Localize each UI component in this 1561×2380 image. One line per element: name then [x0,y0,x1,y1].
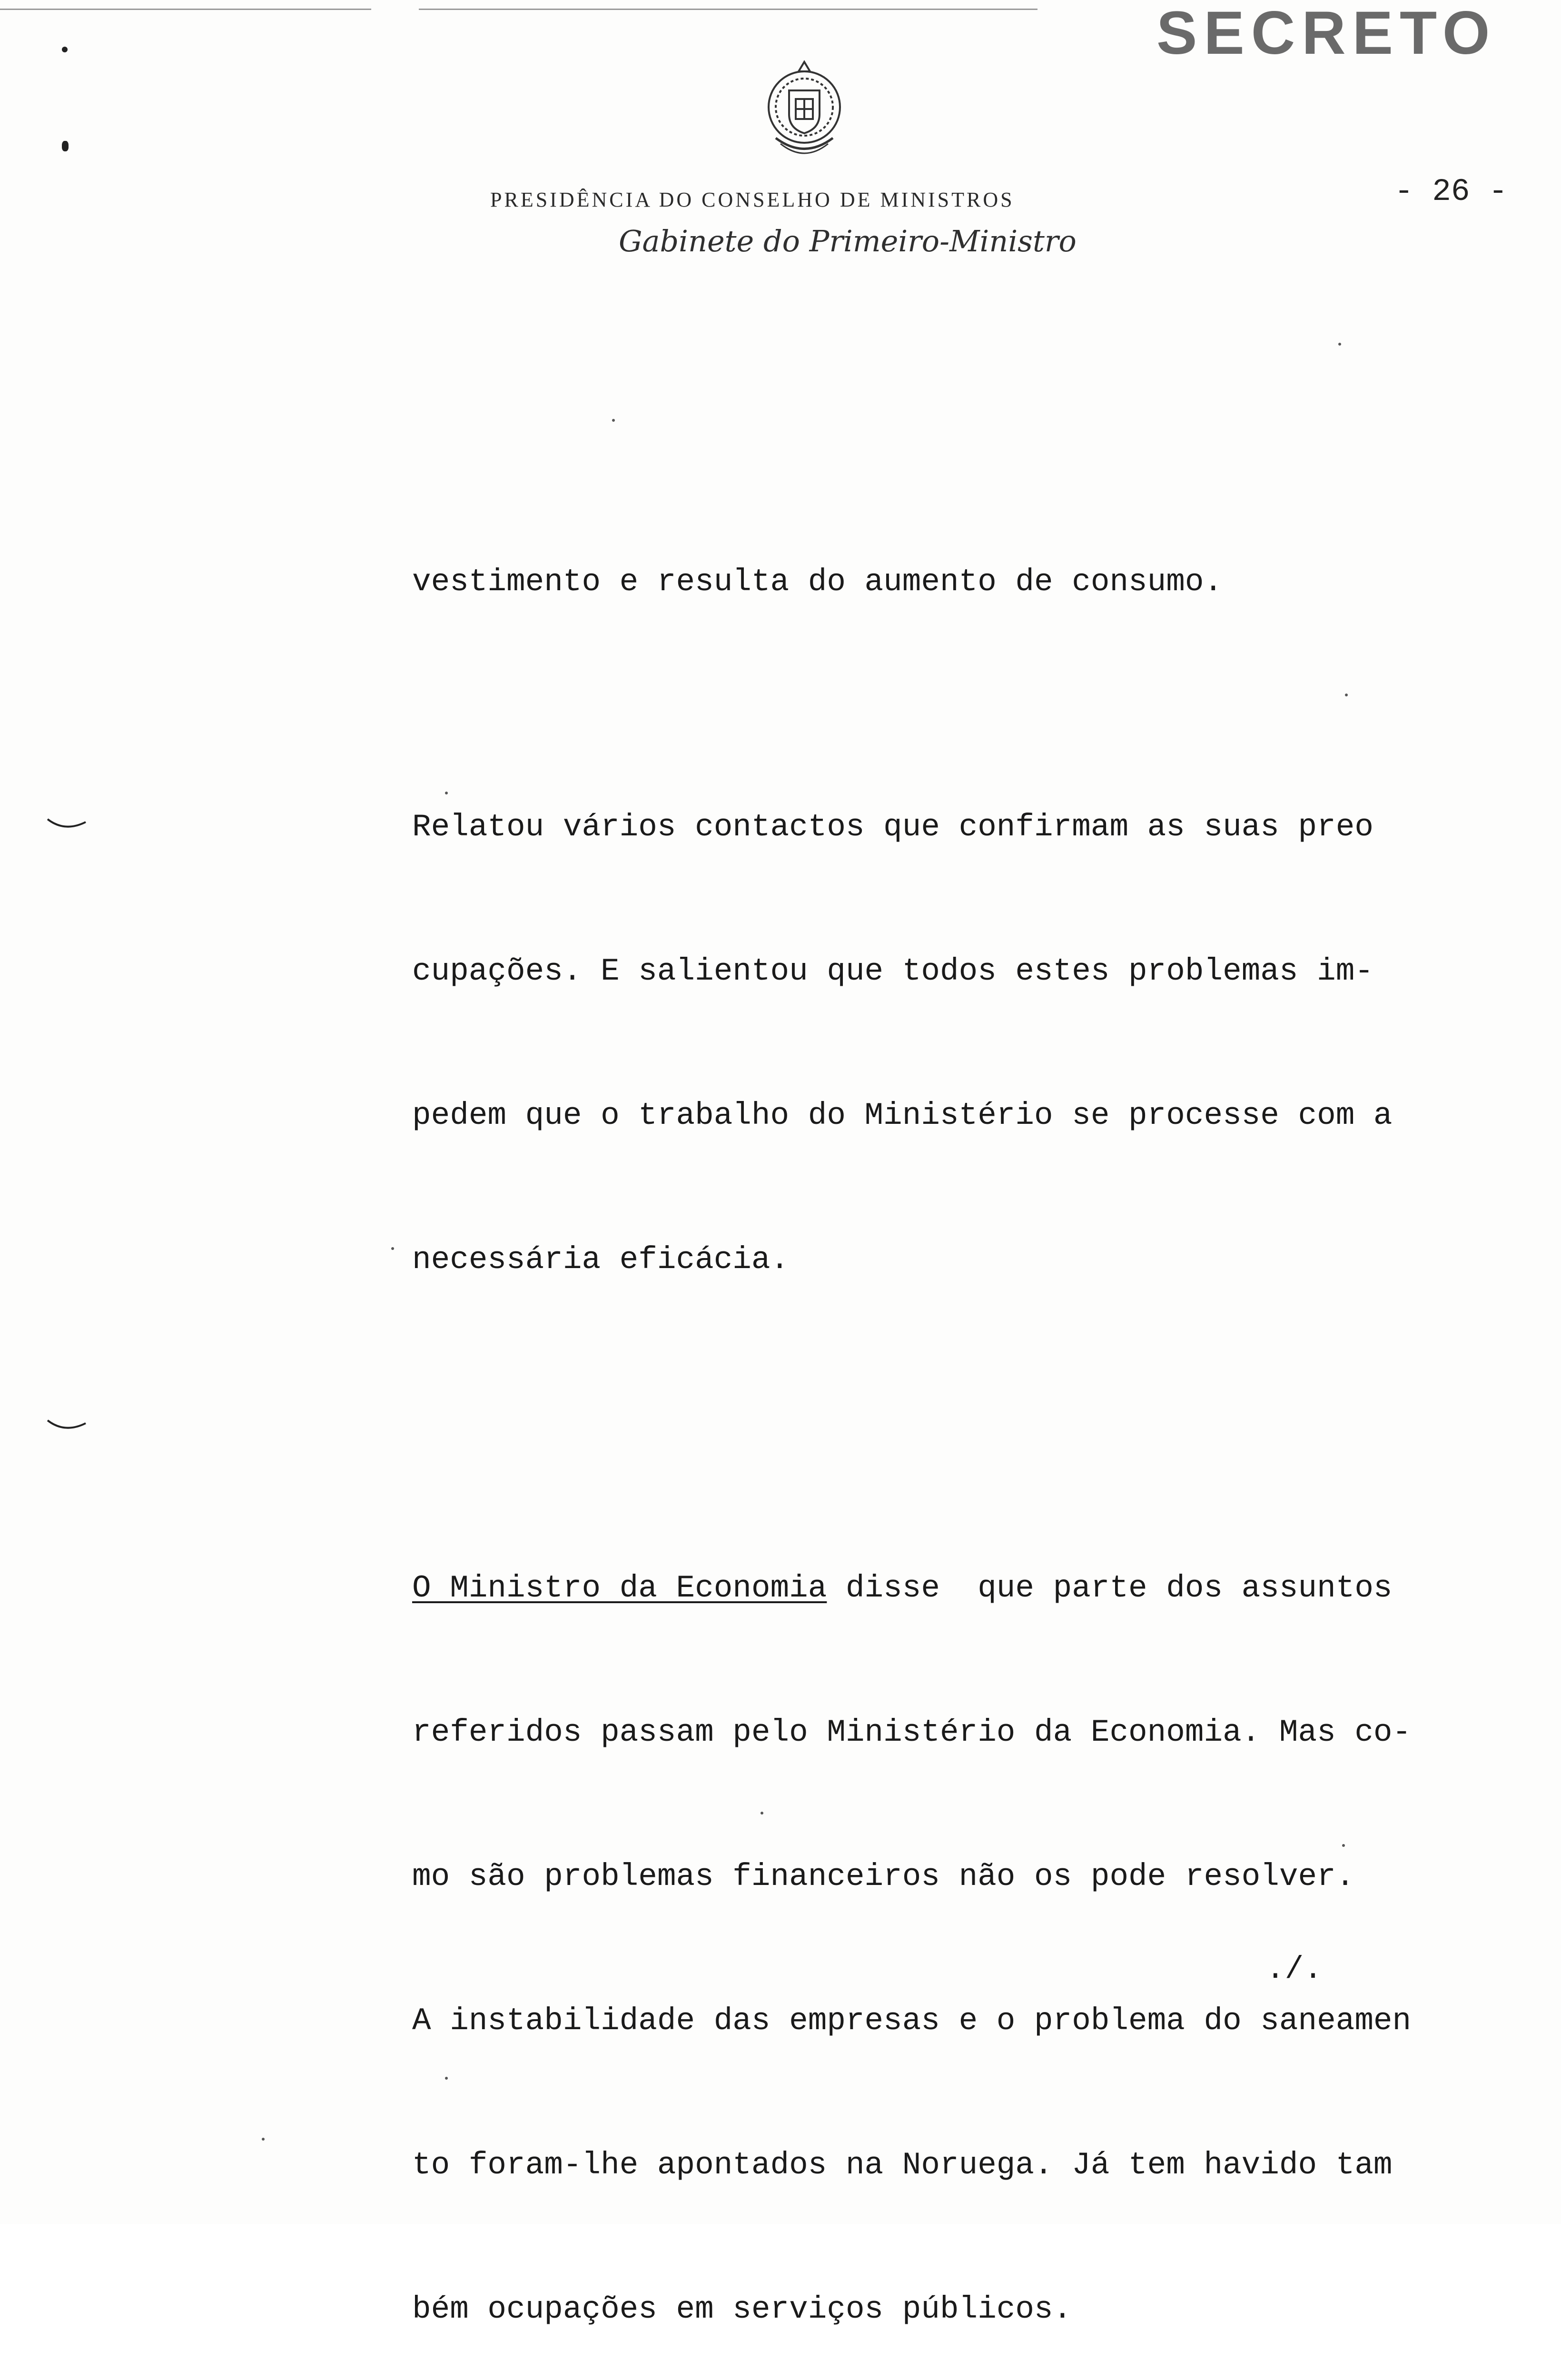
scan-speck [612,419,615,422]
text-line: A instabilidade das empresas e o problema do saneamen [412,2003,1412,2039]
paragraph-concerns [412,707,1459,1380]
margin-dot [62,141,69,151]
continuation-mark: ./. [1266,1952,1323,1987]
top-scan-rule [0,9,371,10]
text-line: cupações. E salientou que todos estes problemas im- [412,953,1373,989]
speaker-line-rest: disse que parte dos assuntos [827,1570,1393,1606]
margin-dot [62,47,68,52]
text-line [412,1564,1459,1612]
paragraph-economy-minister [412,1468,1459,2380]
speaker-name: O Ministro da Economia [412,1570,827,1606]
text-line: necessária eficácia. [412,1242,790,1278]
minutes-body [412,462,1459,2380]
top-scan-rule [419,9,1037,10]
text-line: to foram-lhe apontados na Noruega. Já tem havido tam [412,2147,1393,2183]
text-line: mo são problemas financeiros não os pode resolver. [412,1859,1355,1894]
scan-speck [391,1247,394,1250]
text-line: pedem que o trabalho do Ministério se processe com a [412,1098,1393,1133]
text-line: referidos passam pelo Ministério da Economia. Mas co- [412,1715,1412,1750]
scan-speck [1338,343,1341,346]
portuguese-coat-of-arms-icon [747,57,861,167]
text-line: bém ocupações em serviços públicos. [412,2291,1072,2327]
paragraph-consumption [412,462,1459,702]
margin-bracket-mark [46,816,89,835]
secret-stamp: SECRETO [1156,0,1497,67]
margin-bracket-mark [46,1418,89,1437]
page-number: - 26 - [1394,174,1508,209]
scan-speck [262,2138,265,2141]
institution-title: PRESIDÊNCIA DO CONSELHO DE MINISTROS [490,188,1015,211]
text-line: vestimento e resulta do aumento de consumo. [412,564,1223,600]
text-line: Relatou vários contactos que confirmam as suas preo [412,809,1373,845]
office-subtitle: Gabinete do Primeiro-Ministro [619,224,1077,258]
